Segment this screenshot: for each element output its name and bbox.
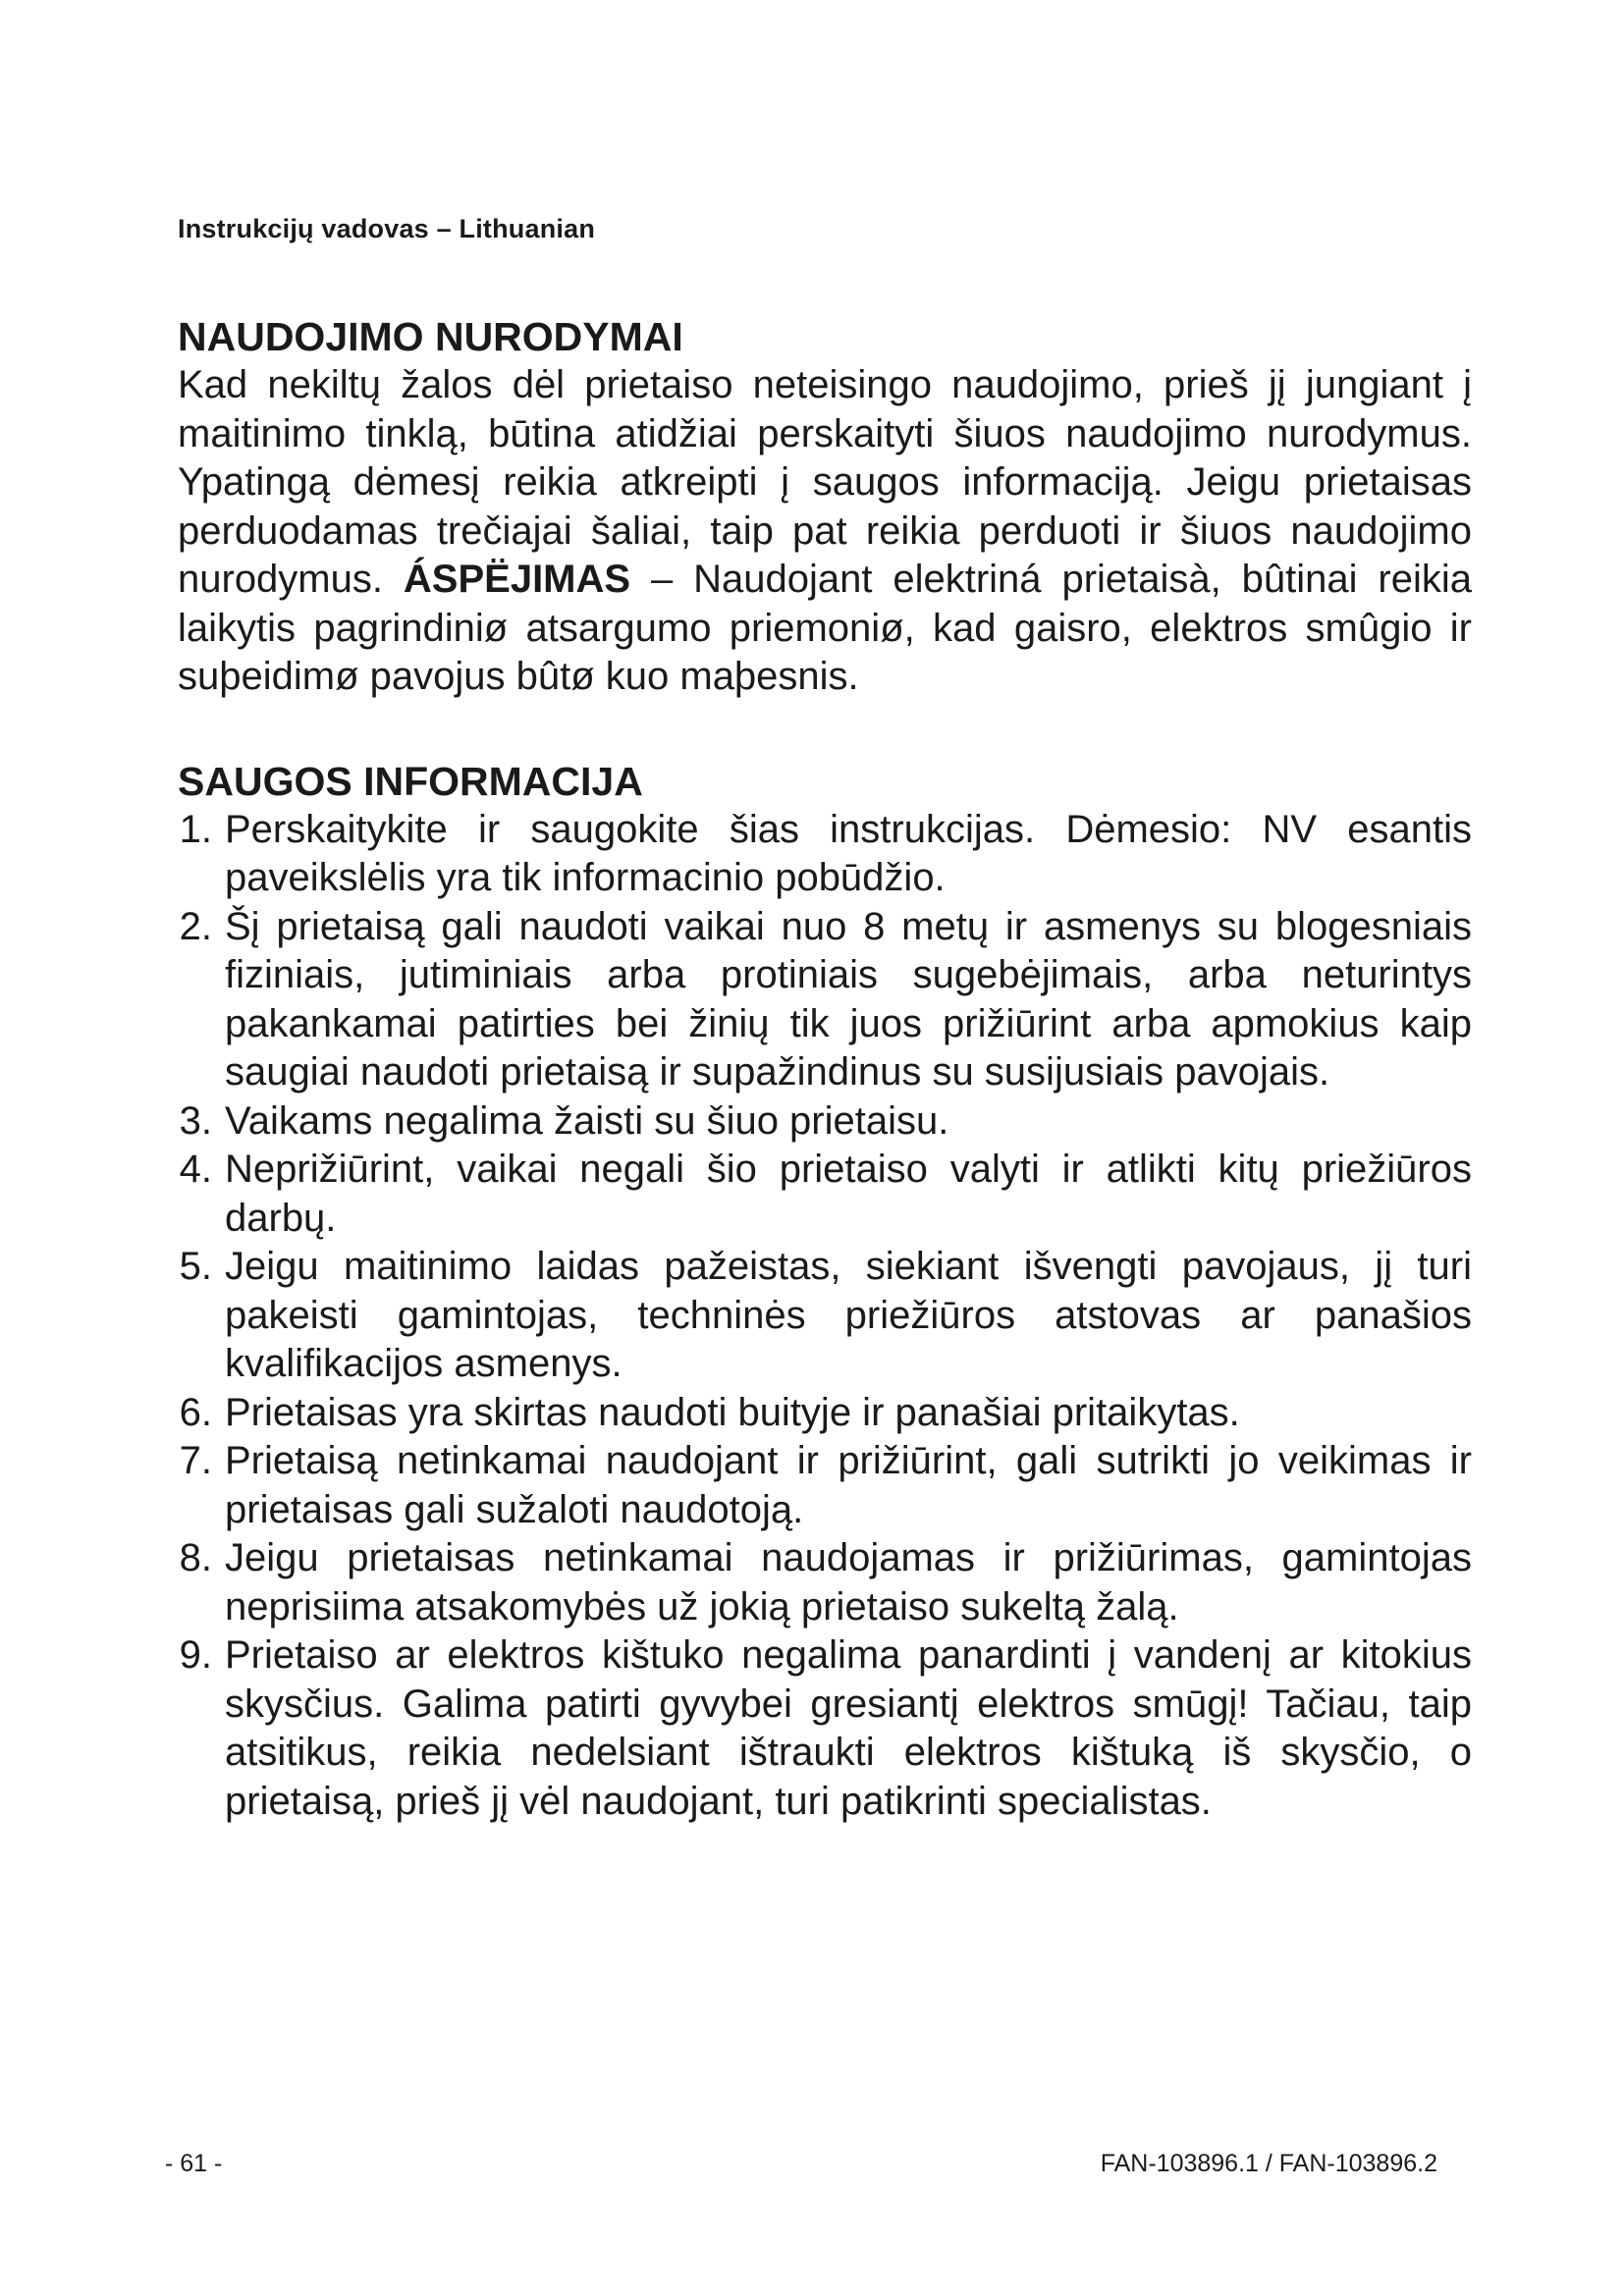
list-item-number: 6.	[179, 1390, 212, 1434]
page-content	[178, 312, 1472, 1826]
list-item-text: Neprižiūrint, vaikai negali šio prietaiso valyti ir atlikti kitų priežiūros darbų.	[225, 1148, 1472, 1240]
list-item-number: 2.	[179, 904, 212, 948]
list-item	[178, 806, 1472, 903]
list-item	[178, 1243, 1472, 1389]
warning-label: ÁSPËJIMAS	[403, 558, 631, 601]
page-number: - 61 -	[165, 2150, 223, 2177]
list-item-number: 5.	[179, 1245, 212, 1288]
document-header: Instrukcijų vadovas – Lithuanian	[178, 214, 596, 243]
list-item-number: 4.	[179, 1148, 212, 1191]
usage-heading: NAUDOJIMO NURODYMAI	[178, 314, 683, 359]
list-item-text: Jeigu prietaisas netinkamai naudojamas ir prižiūrimas, gamintojas neprisiima atsakomybės už jokią prietaiso sukeltą žalą.	[225, 1536, 1472, 1629]
model-number: FAN-103896.1 / FAN-103896.2	[1100, 2150, 1437, 2177]
usage-text: Kad nekiltų žalos dėl prietaiso neteisingo naudojimo, prieš jį jungiant į maitinimo tinklą, būtina atidžiai perskaityti šiuos naudojimo nurodymus. Ypatingą dėmesį reikia atkreipti į saugos informaciją. Jeigu prietaisas perduodamas trečiajai šaliai, taip pat reikia perduoti ir šiuos naudojimo nurodymus.	[178, 363, 1472, 601]
list-item	[178, 1534, 1472, 1631]
list-item-number: 8.	[179, 1536, 212, 1579]
list-item-text: Prietaisą netinkamai naudojant ir prižiūrint, gali sutrikti jo veikimas ir prietaisas gali sužaloti naudotoją.	[225, 1439, 1472, 1531]
list-item	[178, 903, 1472, 1097]
list-item	[178, 1097, 1472, 1147]
usage-paragraph	[178, 361, 1472, 702]
list-item-number: 1.	[179, 807, 212, 851]
list-item	[178, 1437, 1472, 1534]
list-item-text: Šį prietaisą gali naudoti vaikai nuo 8 metų ir asmenys su blogesniais fiziniais, jutiminiais arba protiniais sugebėjimais, arba neturintys pakankamai patirties bei žinių tik juos prižiūrint arba apmokius kaip saugiai naudoti prietaisą ir supažindinus su susijusiais pavojais.	[225, 904, 1472, 1094]
list-item-number: 9.	[179, 1633, 212, 1677]
list-item-number: 7.	[179, 1439, 212, 1482]
list-item	[178, 1389, 1472, 1438]
list-item	[178, 1631, 1472, 1826]
list-item-text: Prietaisas yra skirtas naudoti buityje ir panašiai pritaikytas.	[225, 1390, 1240, 1434]
list-item-text: Perskaitykite ir saugokite šias instrukcijas. Dėmesio: NV esantis paveikslėlis yra tik informacinio pobūdžio.	[225, 807, 1472, 899]
list-item-number: 3.	[179, 1098, 212, 1143]
list-item	[178, 1146, 1472, 1243]
safety-list	[178, 806, 1472, 1827]
list-item-text: Jeigu maitinimo laidas pažeistas, siekiant išvengti pavojaus, jį turi pakeisti gamintojas, techninės priežiūros atstovas ar panašios kvalifikacijos asmenys.	[225, 1245, 1472, 1385]
warning-text: – Naudojant elektriná prietaisà, bûtinai reikia laikytis pagrindiniø atsargumo priemoniø, kad gaisro, elektros smûgio ir suþeidimø pavojus bûtø kuo maþesnis.	[178, 558, 1472, 698]
safety-heading: SAUGOS INFORMACIJA	[178, 758, 643, 804]
list-item-text: Prietaiso ar elektros kištuko negalima panardinti į vandenį ar kitokius skysčius. Galima patirti gyvybei gresiantį elektros smūgį! Tačiau, taip atsitikus, reikia nedelsiant ištraukti elektros kištuką iš skysčio, o prietaisą, prieš jį vėl naudojant, turi patikrinti specialistas.	[225, 1633, 1472, 1823]
list-item-text: Vaikams negalima žaisti su šiuo prietaisu.	[225, 1098, 949, 1143]
